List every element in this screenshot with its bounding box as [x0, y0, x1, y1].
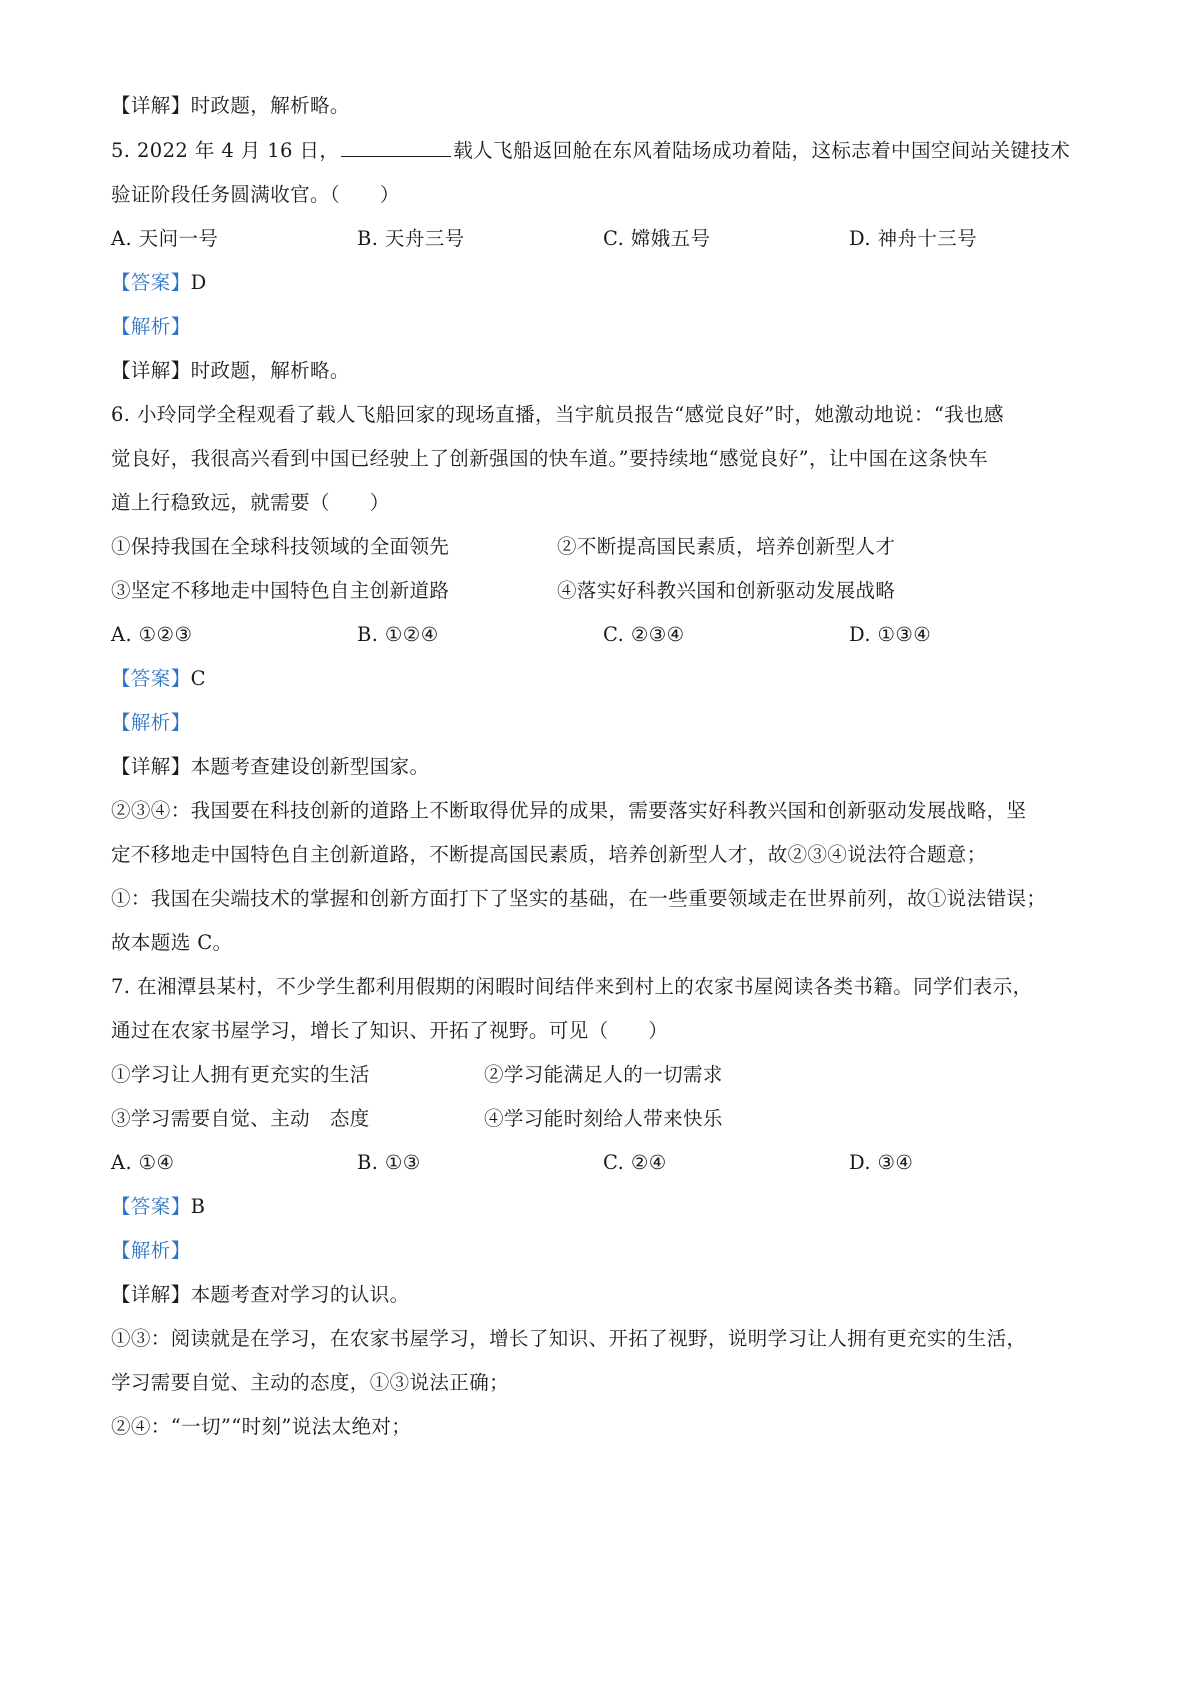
q5-analysis-label: 【解析】	[111, 315, 191, 338]
q6-statement-2: ②不断提高国民素质，培养创新型人才	[557, 535, 896, 558]
q6-option-b: B. ①②④	[357, 623, 439, 646]
q6-answer-line	[111, 665, 206, 693]
q5-stem-pre: 5. 2022 年 4 月 16 日，	[111, 139, 340, 162]
q7-answer-label: 【答案】	[111, 1195, 191, 1218]
q7-detail-text: 本题考查对学习的认识。	[190, 1283, 410, 1306]
q7-option-c: C. ②④	[603, 1151, 667, 1174]
q6-explain-line2: 定不移地走中国特色自主创新道路，不断提高国民素质，培养创新型人才，故②③④说法符合题意；	[111, 843, 987, 866]
q7-detail-line	[111, 1281, 410, 1309]
q5-option-c: C. 嫦娥五号	[603, 227, 711, 250]
q4-detail-line	[111, 92, 350, 120]
q6-explain-line3: ①：我国在尖端技术的掌握和创新方面打下了坚实的基础，在一些重要领域走在世界前列，故①说法错误；	[111, 887, 1047, 910]
q6-option-d: D. ①③④	[849, 623, 932, 646]
q5-option-d: D. 神舟十三号	[849, 227, 978, 250]
q7-explain-line2: 学习需要自觉、主动的态度，①③说法正确；	[111, 1371, 510, 1394]
q6-stem-line3: 道上行稳致远，就需要（ ）	[111, 491, 390, 514]
q7-answer-line	[111, 1193, 205, 1221]
q6-statement-3: ③坚定不移地走中国特色自主创新道路	[111, 579, 450, 602]
q6-detail-text: 本题考查建设创新型国家。	[190, 755, 430, 778]
q6-option-c: C. ②③④	[603, 623, 685, 646]
q5-stem-post: 载人飞船返回舱在东风着陆场成功着陆，这标志着中国空间站关键技术	[453, 139, 1071, 162]
q6-statement-1: ①保持我国在全球科技领域的全面领先	[111, 535, 450, 558]
q5-answer-label: 【答案】	[111, 271, 191, 294]
q7-stem-line2: 通过在农家书屋学习，增长了知识、开拓了视野。可见（ ）	[111, 1019, 669, 1042]
q7-analysis-label: 【解析】	[111, 1239, 191, 1262]
q7-statement-1: ①学习让人拥有更充实的生活	[111, 1063, 370, 1086]
q5-answer-line	[111, 269, 207, 297]
q7-explain-line1: ①③：阅读就是在学习，在农家书屋学习，增长了知识、开拓了视野，说明学习让人拥有更充实的生活，	[111, 1327, 1027, 1350]
q5-detail-label: 【详解】	[111, 359, 191, 382]
q7-detail-label: 【详解】	[111, 1283, 191, 1306]
q7-explain-line3: ②④：“一切”“时刻”说法太绝对；	[111, 1415, 412, 1438]
q7-option-d: D. ③④	[849, 1151, 914, 1174]
q7-answer: B	[190, 1195, 206, 1218]
q5-option-a: A. 天问一号	[111, 227, 219, 250]
q7-statement-2: ②学习能满足人的一切需求	[484, 1063, 723, 1086]
q5-stem-line1	[111, 136, 1070, 165]
q4-detail-label: 【详解】	[111, 94, 191, 117]
q6-answer-label: 【答案】	[111, 667, 191, 690]
q7-option-a: A. ①④	[111, 1151, 175, 1174]
q5-stem-line2: 验证阶段任务圆满收官。（ ）	[111, 183, 400, 206]
q6-stem-line1: 6. 小玲同学全程观看了载人飞船回家的现场直播，当宇航员报告“感觉良好”时，她激动地说：“我也感	[111, 403, 1004, 426]
q7-statement-3: ③学习需要自觉、主动 态度	[111, 1107, 370, 1130]
q6-statement-4: ④落实好科教兴国和创新驱动发展战略	[557, 579, 896, 602]
q6-explain-line1: ②③④：我国要在科技创新的道路上不断取得优异的成果，需要落实好科教兴国和创新驱动发展战略，坚	[111, 799, 1027, 822]
q5-detail-text: 时政题，解析略。	[190, 359, 350, 382]
q6-detail-line	[111, 753, 429, 781]
q6-stem-line2: 觉良好，我很高兴看到中国已经驶上了创新强国的快车道。”要持续地“感觉良好”，让中国在这条快车	[111, 447, 989, 470]
q4-detail-text: 时政题，解析略。	[190, 94, 350, 117]
q5-option-b: B. 天舟三号	[357, 227, 465, 250]
q7-stem-line1: 7. 在湘潭县某村，不少学生都利用假期的闲暇时间结伴来到村上的农家书屋阅读各类书籍。同学们表示，	[111, 975, 1033, 998]
q6-answer: C	[190, 667, 206, 690]
q6-option-a: A. ①②③	[111, 623, 193, 646]
q6-explain-line4: 故本题选 C。	[111, 931, 233, 954]
q5-detail-line	[111, 357, 350, 385]
q6-analysis-label: 【解析】	[111, 711, 191, 734]
q7-statement-4: ④学习能时刻给人带来快乐	[484, 1107, 723, 1130]
q5-blank	[341, 136, 451, 157]
q6-detail-label: 【详解】	[111, 755, 191, 778]
q5-answer: D	[190, 271, 207, 294]
q7-option-b: B. ①③	[357, 1151, 421, 1174]
